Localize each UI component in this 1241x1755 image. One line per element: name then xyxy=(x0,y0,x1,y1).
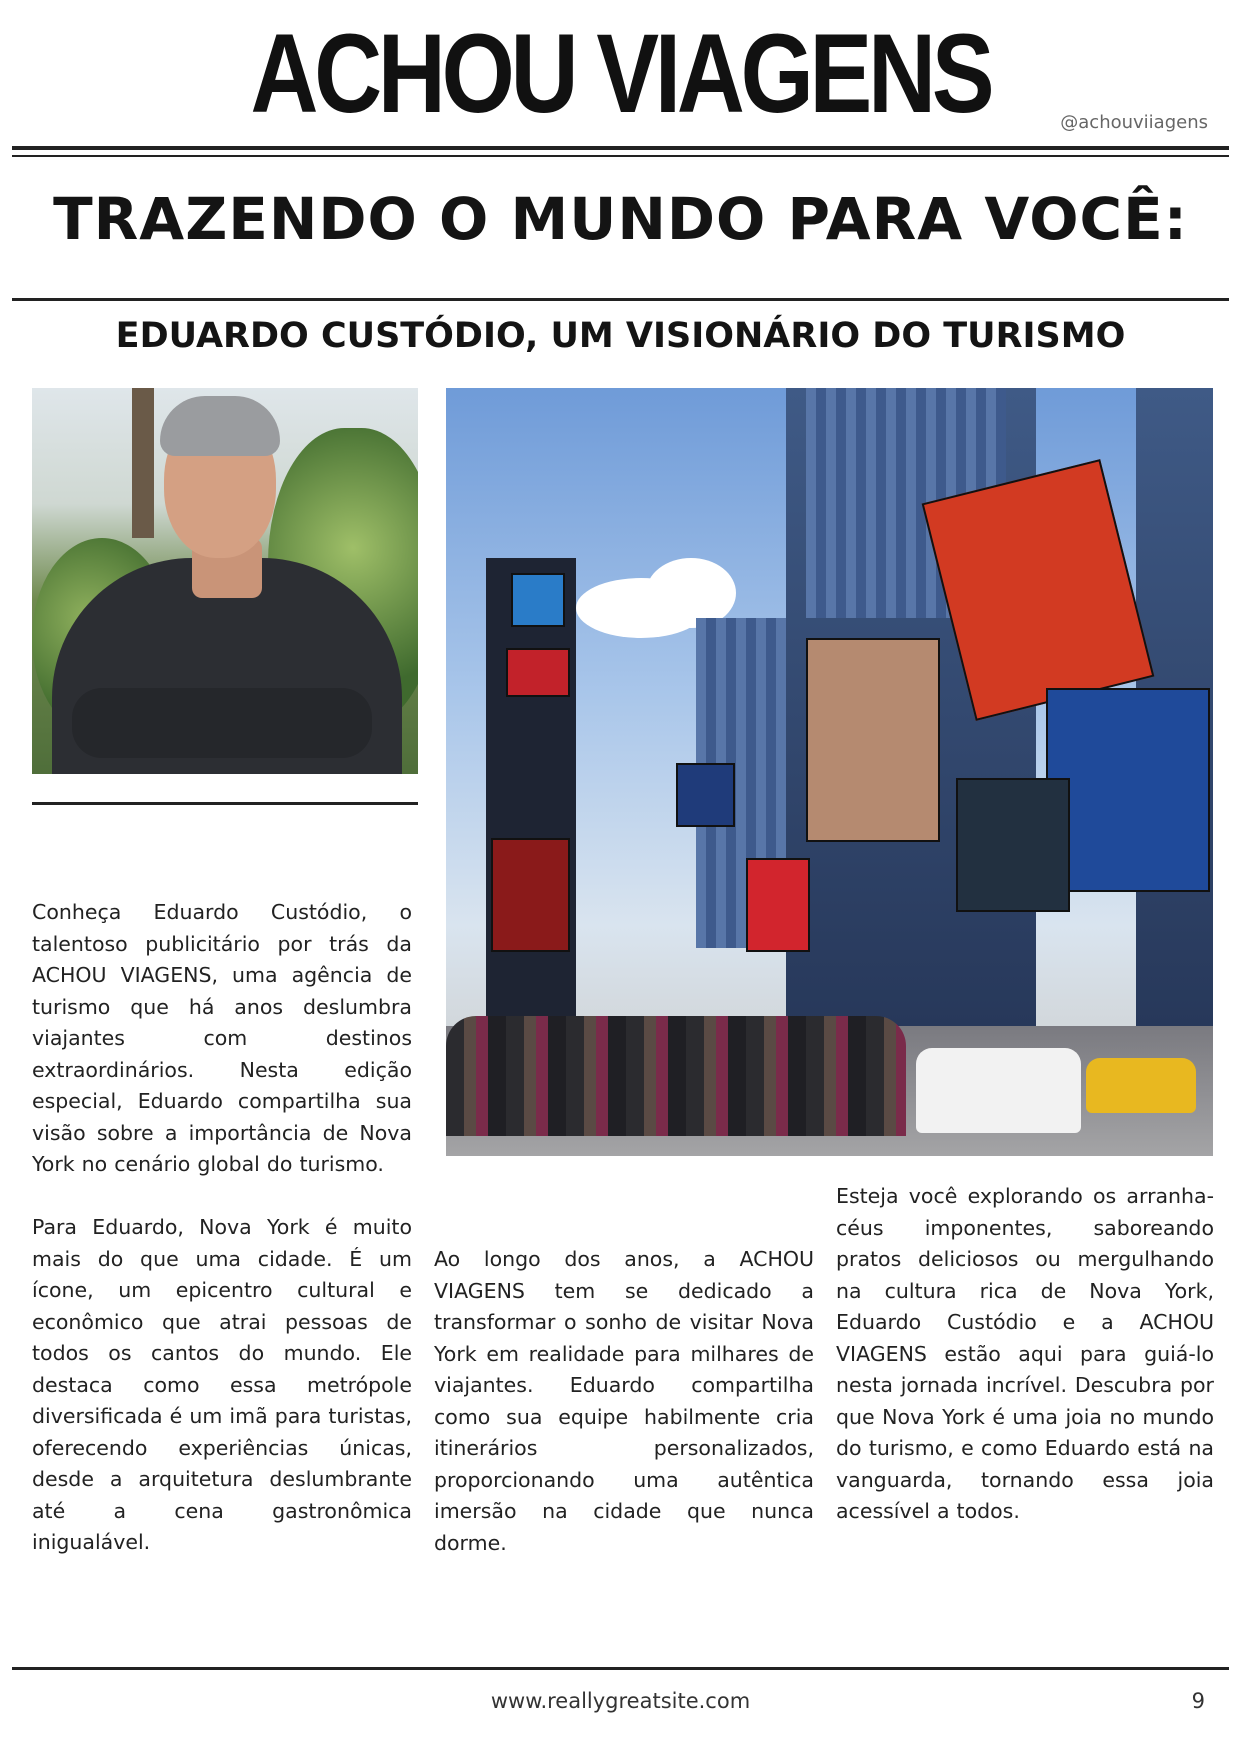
taxi xyxy=(1086,1058,1196,1113)
paragraph: Ao longo dos anos, a ACHOU VIAGENS tem se dedicado a transformar o sonho de visitar Nova York em realidade para milhares de viajantes. Eduardo compartilha como sua equipe habilmente cria itinerários personalizados, proporcionando uma autêntica imersão na cidade que nunca dorme. xyxy=(434,1247,814,1555)
page-number: 9 xyxy=(1191,1689,1205,1713)
body-column-2 xyxy=(434,1244,814,1559)
headline-rule xyxy=(12,298,1229,301)
body-column-1 xyxy=(32,897,412,1559)
paragraph: Para Eduardo, Nova York é muito mais do que uma cidade. É um ícone, um epicentro cultural e econômico que atrai pessoas de todos os cantos do mundo. Ele destaca como essa metrópole diversificada é um imã para turistas, oferecendo experiências únicas, desde a arquitetura deslumbrante até a cena gastronômica inigualável. xyxy=(32,1215,412,1554)
billboard xyxy=(506,648,570,697)
portrait-hair xyxy=(160,396,280,456)
masthead-title: ACHOU VIAGENS xyxy=(250,11,991,136)
tower-left xyxy=(486,558,576,1038)
subheadline: EDUARDO CUSTÓDIO, UM VISIONÁRIO DO TURISMO xyxy=(115,316,1126,356)
portrait-photo xyxy=(32,388,418,774)
portrait-background-pole xyxy=(132,388,154,538)
billboard xyxy=(491,838,570,952)
footer-rule xyxy=(12,1667,1229,1670)
body-column-3 xyxy=(836,1181,1214,1528)
crowd xyxy=(446,1016,906,1136)
billboard xyxy=(511,573,565,627)
paragraph: Esteja você explorando os arranha-céus imponentes, saboreando pratos deliciosos ou mergulhando na cultura rica de Nova York, Eduardo Custódio e a ACHOU VIAGENS estão aqui para guiá-lo nesta jornada incrível. Descubra por que Nova York é uma joia no mundo do turismo, e como Eduardo está na vanguarda, tornando essa joia acessível a todos. xyxy=(836,1184,1214,1523)
times-square-photo xyxy=(446,388,1213,1156)
social-handle: @achouviiagens xyxy=(1060,112,1208,133)
suv xyxy=(916,1048,1081,1133)
portrait-rule xyxy=(32,802,418,805)
headline: TRAZENDO O MUNDO PARA VOCÊ: xyxy=(53,185,1188,253)
billboard xyxy=(676,763,735,827)
masthead-rule-top xyxy=(12,146,1229,150)
billboard xyxy=(1046,688,1210,892)
billboard xyxy=(746,858,810,952)
billboard xyxy=(956,778,1070,912)
masthead-rule-bottom xyxy=(12,155,1229,157)
billboard xyxy=(806,638,940,842)
paragraph: Conheça Eduardo Custódio, o talentoso publicitário por trás da ACHOU VIAGENS, uma agência de turismo que há anos deslumbra viajantes com destinos extraordinários. Nesta edição especial, Eduardo compartilha sua visão sobre a importância de Nova York no cenário global do turismo. xyxy=(32,900,412,1176)
portrait-arms xyxy=(72,688,372,758)
footer-website: www.reallygreatsite.com xyxy=(490,1689,751,1713)
